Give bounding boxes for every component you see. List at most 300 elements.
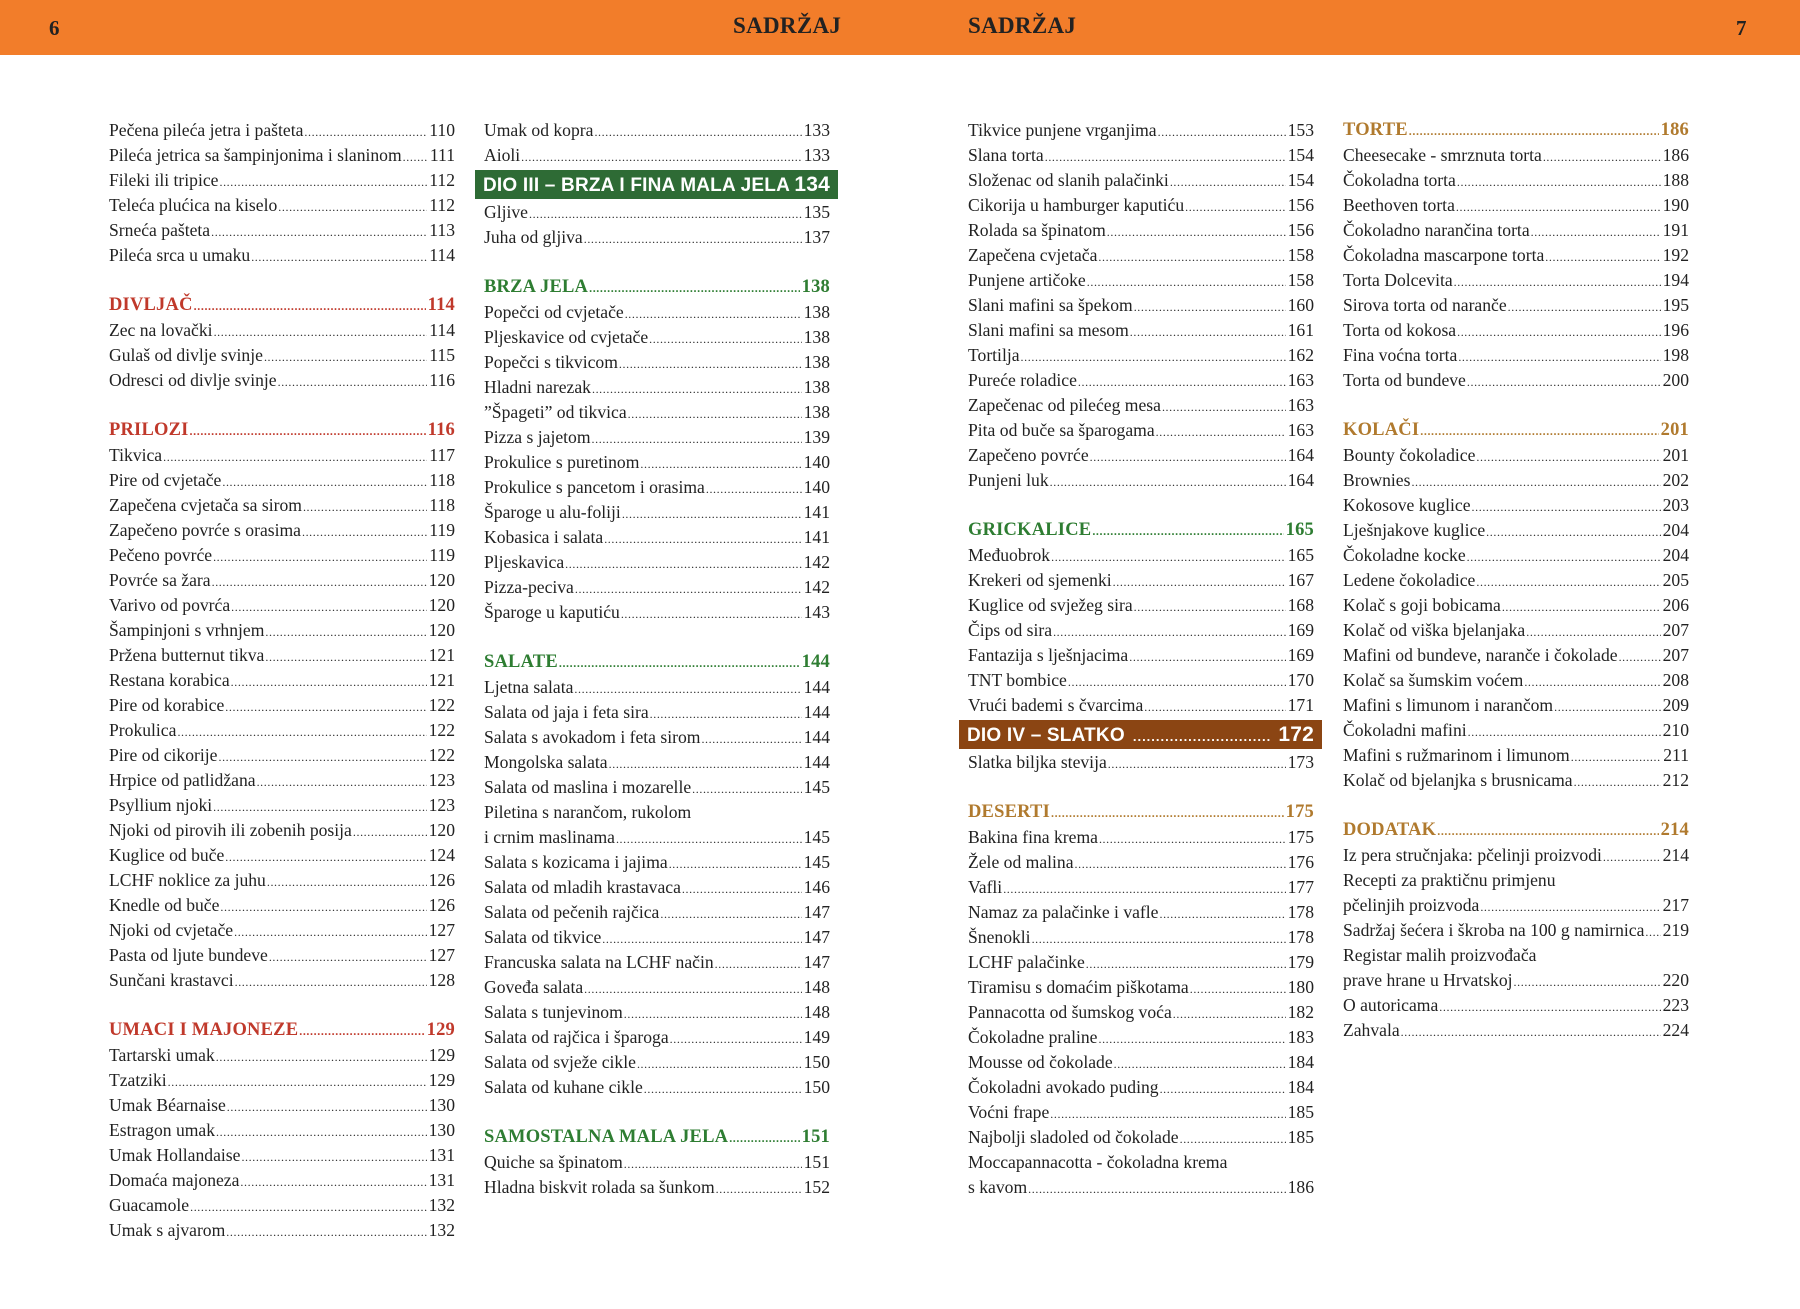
toc-entry[interactable]: [484, 575, 830, 600]
section-heading[interactable]: [1343, 818, 1689, 843]
toc-entry[interactable]: [1343, 218, 1689, 243]
toc-entry[interactable]: [1343, 293, 1689, 318]
entry-title: Umak od kopra: [484, 120, 594, 140]
right-page-title: SADRŽAJ: [968, 13, 1077, 38]
toc-entry[interactable]: [484, 1025, 830, 1050]
dot-leader: [227, 1095, 427, 1120]
toc-entry[interactable]: [109, 468, 455, 493]
toc-entry[interactable]: [484, 200, 830, 225]
toc-entry[interactable]: [968, 118, 1314, 143]
page-number: 164: [1287, 445, 1314, 465]
dot-leader: [225, 695, 426, 720]
toc-entry[interactable]: [968, 243, 1314, 268]
toc-entry[interactable]: [968, 1050, 1314, 1075]
toc-entry[interactable]: [484, 525, 830, 550]
toc-entry[interactable]: [968, 268, 1314, 293]
spacer: [1343, 393, 1689, 418]
entry-title: Mongolska salata: [484, 752, 608, 772]
toc-entry[interactable]: [109, 1118, 455, 1143]
section-heading[interactable]: [1343, 118, 1689, 143]
toc-entry[interactable]: [484, 1050, 830, 1075]
spacer: [109, 268, 455, 293]
dot-leader: [216, 1045, 427, 1070]
page-number: 201: [1660, 420, 1689, 440]
toc-entry[interactable]: [109, 193, 455, 218]
toc-entry[interactable]: [484, 950, 830, 975]
page-number: 116: [427, 420, 455, 440]
toc-entry[interactable]: [1343, 343, 1689, 368]
dot-leader: [1144, 695, 1285, 720]
toc-entry[interactable]: [109, 443, 455, 468]
page-number: 138: [803, 302, 830, 322]
dot-leader: [716, 1177, 802, 1202]
entry-title: Kolač od viška bjelanjaka: [1343, 620, 1526, 640]
toc-entry[interactable]: [109, 793, 455, 818]
toc-entry[interactable]: [1343, 968, 1689, 993]
toc-entry[interactable]: [1343, 168, 1689, 193]
toc-entry[interactable]: [968, 193, 1314, 218]
section-heading[interactable]: [484, 1125, 830, 1150]
toc-entry[interactable]: [484, 700, 830, 725]
toc-entry[interactable]: [109, 1218, 455, 1243]
toc-entry[interactable]: [109, 1193, 455, 1218]
toc-entry[interactable]: [968, 143, 1314, 168]
toc-entry[interactable]: [109, 1093, 455, 1118]
dot-leader: [1437, 819, 1658, 844]
entry-title: Pljeskavice od cvjetače: [484, 327, 649, 347]
entry-title: prave hrane u Hrvatskoj: [1343, 970, 1513, 990]
dot-leader: [1050, 1102, 1285, 1127]
entry-title: Salata od kuhane cikle: [484, 1077, 643, 1097]
entry-title: Varivo od povrća: [109, 595, 231, 615]
entry-title: Ljetna salata: [484, 677, 574, 697]
toc-entry[interactable]: [484, 1150, 830, 1175]
toc-entry[interactable]: [109, 818, 455, 843]
toc-entry[interactable]: [968, 1025, 1314, 1050]
toc-entry[interactable]: [968, 368, 1314, 393]
dot-leader: [1032, 927, 1286, 952]
page-number: 196: [1662, 320, 1689, 340]
toc-entry[interactable]: [1343, 568, 1689, 593]
toc-entry[interactable]: [484, 850, 830, 875]
dot-leader: [1160, 1077, 1286, 1102]
page-number: 203: [1662, 495, 1689, 515]
toc-entry[interactable]: [484, 325, 830, 350]
section-heading[interactable]: [484, 275, 830, 300]
toc-entry[interactable]: [484, 1075, 830, 1100]
dot-leader: [222, 470, 427, 495]
toc-entry[interactable]: [1343, 843, 1689, 868]
page-number: 151: [803, 1152, 830, 1172]
page-number: 156: [1287, 220, 1314, 240]
toc-entry-line[interactable]: Moccapannacotta - čokoladna krema: [968, 1152, 1228, 1172]
entry-title: Pire od cikorije: [109, 745, 218, 765]
toc-entry[interactable]: [109, 1068, 455, 1093]
toc-entry[interactable]: [484, 675, 830, 700]
page-number: 145: [803, 852, 830, 872]
toc-entry[interactable]: [1343, 518, 1689, 543]
section-title: DESERTI: [968, 802, 1050, 822]
toc-entry[interactable]: [109, 1143, 455, 1168]
toc-entry[interactable]: [484, 975, 830, 1000]
toc-entry[interactable]: [109, 118, 455, 143]
toc-entry[interactable]: [968, 1000, 1314, 1025]
toc-entry[interactable]: [1343, 493, 1689, 518]
toc-entry[interactable]: [1343, 543, 1689, 568]
dot-leader: [1619, 645, 1661, 670]
entry-title: Salata od mladih krastavaca: [484, 877, 681, 897]
toc-entry[interactable]: [968, 750, 1314, 775]
section-heading[interactable]: [109, 293, 455, 318]
toc-entry[interactable]: [968, 925, 1314, 950]
entry-title: Juha od gljiva: [484, 227, 583, 247]
toc-entry[interactable]: [484, 350, 830, 375]
toc-entry[interactable]: [484, 225, 830, 250]
section-heading[interactable]: [968, 800, 1314, 825]
page-number: 175: [1287, 827, 1314, 847]
dot-leader: [220, 895, 426, 920]
toc-entry[interactable]: [1343, 468, 1689, 493]
dot-leader: [592, 427, 802, 452]
entry-title: Mafini s limunom i narančom: [1343, 695, 1554, 715]
toc-entry[interactable]: [968, 693, 1314, 718]
toc-entry[interactable]: [1343, 768, 1689, 793]
toc-entry[interactable]: [968, 618, 1314, 643]
dot-leader: [616, 827, 802, 852]
section-heading[interactable]: [484, 650, 830, 675]
toc-entry[interactable]: [1343, 668, 1689, 693]
entry-title: Sunčani krastavci: [109, 970, 234, 990]
entry-title: Domaća majoneza: [109, 1170, 240, 1190]
dot-leader: [682, 877, 802, 902]
toc-entry[interactable]: [1343, 693, 1689, 718]
dot-leader: [1159, 902, 1285, 927]
toc-entry[interactable]: [968, 543, 1314, 568]
toc-entry[interactable]: [484, 725, 830, 750]
toc-entry[interactable]: [968, 293, 1314, 318]
toc-entry[interactable]: [109, 1168, 455, 1193]
right-page-number: 7: [1736, 16, 1747, 40]
toc-entry[interactable]: [109, 518, 455, 543]
toc-entry[interactable]: [484, 550, 830, 575]
toc-entry[interactable]: [109, 918, 455, 943]
toc-entry[interactable]: [109, 718, 455, 743]
entry-title: Torta Dolcevita: [1343, 270, 1453, 290]
toc-entry[interactable]: [484, 900, 830, 925]
page-number: 131: [428, 1145, 455, 1165]
page-number: 219: [1662, 920, 1689, 940]
toc-entry[interactable]: [1343, 618, 1689, 643]
page-number: 207: [1662, 620, 1689, 640]
toc-entry[interactable]: [1343, 718, 1689, 743]
toc-entry[interactable]: [484, 925, 830, 950]
spacer: [1343, 793, 1689, 818]
entry-title: TNT bombice: [968, 670, 1067, 690]
toc-entry[interactable]: [968, 468, 1314, 493]
toc-entry[interactable]: [109, 893, 455, 918]
section-heading[interactable]: [1343, 418, 1689, 443]
toc-entry[interactable]: [109, 493, 455, 518]
page-number: 172: [1278, 723, 1314, 746]
toc-entry[interactable]: [484, 475, 830, 500]
dot-leader: [1075, 852, 1286, 877]
page-number: 147: [803, 952, 830, 972]
toc-entry[interactable]: [1343, 443, 1689, 468]
page-number: 123: [428, 770, 455, 790]
toc-entry[interactable]: [968, 975, 1314, 1000]
toc-entry[interactable]: [109, 943, 455, 968]
toc-entry[interactable]: [484, 875, 830, 900]
page-number: 138: [803, 327, 830, 347]
toc-entry[interactable]: [968, 343, 1314, 368]
toc-entry[interactable]: [484, 500, 830, 525]
page-number: 161: [1287, 320, 1314, 340]
toc-entry[interactable]: [1343, 893, 1689, 918]
toc-entry[interactable]: [484, 775, 830, 800]
page-number: 114: [429, 320, 455, 340]
page-number: 123: [428, 795, 455, 815]
dot-leader: [1409, 119, 1659, 144]
page-number: 214: [1660, 820, 1689, 840]
toc-entry[interactable]: [484, 400, 830, 425]
page-number: 149: [803, 1027, 830, 1047]
dot-leader: [649, 327, 801, 352]
page-number: 145: [803, 777, 830, 797]
toc-entry[interactable]: [968, 1075, 1314, 1100]
dot-leader: [235, 970, 427, 995]
toc-entry[interactable]: [109, 143, 455, 168]
page-number: 114: [427, 295, 455, 315]
toc-entry[interactable]: [1343, 593, 1689, 618]
page-number: 169: [1287, 645, 1314, 665]
dot-leader: [231, 670, 427, 695]
entry-title: Umak s ajvarom: [109, 1220, 226, 1240]
dot-leader: [1472, 495, 1661, 520]
page-number: 198: [1662, 345, 1689, 365]
toc-entry[interactable]: [484, 750, 830, 775]
toc-entry[interactable]: [484, 300, 830, 325]
toc-entry[interactable]: [968, 950, 1314, 975]
toc-entry[interactable]: [109, 643, 455, 668]
toc-entry[interactable]: [1343, 143, 1689, 168]
toc-entry[interactable]: [968, 668, 1314, 693]
toc-entry[interactable]: [968, 825, 1314, 850]
entry-title: Lješnjakove kuglice: [1343, 520, 1486, 540]
dot-leader: [1158, 120, 1286, 145]
dot-leader: [1456, 195, 1661, 220]
page-number: 130: [428, 1120, 455, 1140]
page-number: 167: [1287, 570, 1314, 590]
toc-entry[interactable]: [968, 875, 1314, 900]
toc-entry[interactable]: [109, 968, 455, 993]
page-number: 154: [1287, 170, 1314, 190]
page-number: 144: [803, 727, 830, 747]
dot-leader: [660, 902, 801, 927]
dot-leader: [304, 120, 427, 145]
toc-entry[interactable]: [1343, 1018, 1689, 1043]
toc-entry[interactable]: [968, 1125, 1314, 1150]
toc-entry[interactable]: [1343, 743, 1689, 768]
toc-entry[interactable]: [484, 450, 830, 475]
entry-title: Popečci s tikvicom: [484, 352, 618, 372]
part-banner[interactable]: [475, 170, 838, 199]
entry-title: Psyllium njoki: [109, 795, 213, 815]
toc-entry-line[interactable]: Registar malih proizvođača: [1343, 945, 1537, 965]
dot-leader: [602, 927, 801, 952]
section-heading[interactable]: [109, 1018, 455, 1043]
toc-entry[interactable]: [109, 743, 455, 768]
dot-leader: [1467, 545, 1661, 570]
dot-leader: [574, 677, 801, 702]
entry-title: Pljeskavica: [484, 552, 565, 572]
dot-leader: [584, 227, 802, 252]
toc-entry[interactable]: [968, 318, 1314, 343]
toc-entry[interactable]: [1343, 368, 1689, 393]
toc-entry[interactable]: [484, 375, 830, 400]
toc-entry[interactable]: [1343, 318, 1689, 343]
toc-entry[interactable]: [968, 568, 1314, 593]
toc-entry[interactable]: [109, 318, 455, 343]
toc-entry[interactable]: [968, 593, 1314, 618]
toc-entry[interactable]: [968, 1100, 1314, 1125]
toc-entry[interactable]: [109, 868, 455, 893]
page-number: 122: [428, 720, 455, 740]
entry-title: Salata od rajčica i šparoga: [484, 1027, 669, 1047]
page-number: 191: [1662, 220, 1689, 240]
page-number: 186: [1662, 145, 1689, 165]
toc-entry[interactable]: [109, 343, 455, 368]
page-number: 142: [803, 552, 830, 572]
dot-leader: [303, 495, 427, 520]
toc-entry[interactable]: [968, 418, 1314, 443]
toc-entry[interactable]: [109, 843, 455, 868]
toc-entry[interactable]: [484, 425, 830, 450]
entry-title: Tikvice punjene vrganjima: [968, 120, 1157, 140]
page-number: 148: [803, 977, 830, 997]
toc-entry[interactable]: [109, 1043, 455, 1068]
toc-entry[interactable]: [1343, 993, 1689, 1018]
toc-entry-line[interactable]: Piletina s narančom, rukolom: [484, 802, 692, 822]
entry-title: Srneća pašteta: [109, 220, 211, 240]
section-heading[interactable]: [968, 518, 1314, 543]
dot-leader: [1098, 245, 1285, 270]
dot-leader: [594, 120, 801, 145]
dot-leader: [1411, 470, 1660, 495]
page-number: 190: [1662, 195, 1689, 215]
entry-title: Pire od cvjetače: [109, 470, 222, 490]
entry-title: Slatka biljka stevija: [968, 752, 1107, 772]
toc-entry[interactable]: [109, 768, 455, 793]
toc-entry[interactable]: [484, 825, 830, 850]
toc-entry[interactable]: [109, 693, 455, 718]
page-number: 140: [803, 452, 830, 472]
entry-title: Iz pera stručnjaka: pčelinji proizvodi: [1343, 845, 1602, 865]
entry-title: Vafli: [968, 877, 1003, 897]
toc-entry[interactable]: [968, 443, 1314, 468]
entry-title: Fina voćna torta: [1343, 345, 1458, 365]
toc-entry[interactable]: [1343, 193, 1689, 218]
toc-entry[interactable]: [968, 900, 1314, 925]
section-title: KOLAČI: [1343, 420, 1420, 440]
entry-title: Francuska salata na LCHF način: [484, 952, 714, 972]
toc-entry[interactable]: [484, 118, 830, 143]
page-number: 188: [1662, 170, 1689, 190]
toc-entry[interactable]: [484, 143, 830, 168]
toc-entry[interactable]: [968, 643, 1314, 668]
toc-entry[interactable]: [1343, 268, 1689, 293]
toc-entry[interactable]: [484, 1175, 830, 1200]
toc-column-1: [109, 118, 455, 1243]
dot-leader: [234, 920, 427, 945]
entry-title: Zec na lovački: [109, 320, 213, 340]
entry-title: Cikorija u hamburger kaputiću: [968, 195, 1185, 215]
toc-entry[interactable]: [968, 1175, 1314, 1200]
toc-entry[interactable]: [968, 393, 1314, 418]
entry-title: Pizza s jajetom: [484, 427, 591, 447]
entry-title: Pasta od ljute bundeve: [109, 945, 268, 965]
entry-title: Odresci od divlje svinje: [109, 370, 277, 390]
dot-leader: [1130, 320, 1286, 345]
page-number: 202: [1662, 470, 1689, 490]
toc-entry[interactable]: [968, 218, 1314, 243]
toc-entry[interactable]: [109, 568, 455, 593]
dot-leader: [1021, 345, 1286, 370]
toc-entry[interactable]: [484, 1000, 830, 1025]
toc-entry[interactable]: [109, 168, 455, 193]
toc-entry-line[interactable]: Recepti za praktičnu primjenu: [1343, 870, 1556, 890]
dot-leader: [219, 170, 427, 195]
toc-entry[interactable]: [109, 593, 455, 618]
page-number: 158: [1287, 245, 1314, 265]
page-number: 119: [429, 520, 455, 540]
toc-entry[interactable]: [1343, 918, 1689, 943]
toc-entry[interactable]: [109, 218, 455, 243]
toc-entry[interactable]: [968, 168, 1314, 193]
entry-title: Pire od korabice: [109, 695, 225, 715]
toc-entry[interactable]: [484, 600, 830, 625]
page-number: 177: [1287, 877, 1314, 897]
entry-title: Mafini od bundeve, naranče i čokolade: [1343, 645, 1618, 665]
entry-title: Pannacotta od šumskog voća: [968, 1002, 1172, 1022]
toc-entry[interactable]: [1343, 243, 1689, 268]
page-number: 144: [803, 752, 830, 772]
toc-entry[interactable]: [1343, 643, 1689, 668]
page-number: 209: [1662, 695, 1689, 715]
page-number: 211: [1663, 745, 1689, 765]
spacer: [484, 1100, 830, 1125]
section-heading[interactable]: [109, 418, 455, 443]
dot-leader: [264, 345, 427, 370]
dot-leader: [1457, 170, 1661, 195]
part-banner[interactable]: [959, 720, 1322, 749]
entry-title: Zapečena cvjetača sa sirom: [109, 495, 302, 515]
dot-leader: [1173, 1002, 1286, 1027]
dot-leader: [1545, 245, 1660, 270]
entry-title: Zapečeno povrće s orasima: [109, 520, 301, 540]
toc-entry[interactable]: [109, 543, 455, 568]
toc-entry[interactable]: [109, 618, 455, 643]
toc-entry[interactable]: [968, 850, 1314, 875]
toc-entry[interactable]: [109, 243, 455, 268]
entry-title: Salata od jaja i feta sira: [484, 702, 649, 722]
dot-leader: [1526, 620, 1660, 645]
dot-leader: [1045, 145, 1286, 170]
dot-leader: [1068, 670, 1286, 695]
toc-entry[interactable]: [109, 668, 455, 693]
toc-entry[interactable]: [109, 368, 455, 393]
entry-title: Kuglice od buče: [109, 845, 225, 865]
section-title: DIVLJAČ: [109, 295, 193, 315]
